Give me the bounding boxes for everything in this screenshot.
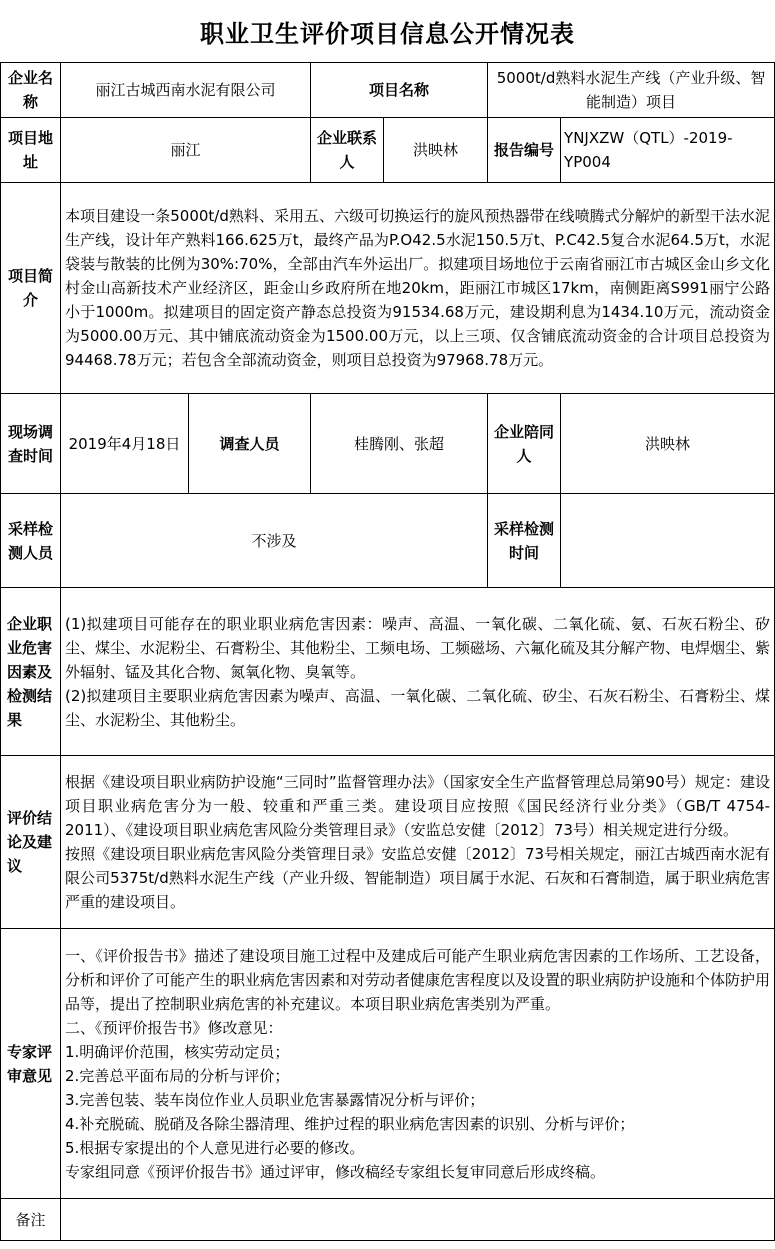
remark-value [61, 1199, 775, 1241]
project-address-value: 丽江 [61, 118, 311, 183]
review-paragraph-1: 一、《评价报告书》描述了建设项目施工过程中及建成后可能产生职业病危害因素的工作场所、工艺设备，分析和评价了可能产生的职业病危害因素和对劳动者健康危害程度以及设置的职业病防护设施和个体防护用品等，提出了控制职业病危害的补充建议。本项目职业病危害类别为严重。 [65, 946, 771, 1013]
conclusion-label: 评价结论及建议 [1, 756, 61, 929]
project-intro-label: 项目简介 [1, 183, 61, 394]
review-item-2: 2.完善总平面布局的分析与评价； [65, 1066, 290, 1085]
row-address [1, 118, 775, 183]
project-address-label: 项目地址 [1, 118, 61, 183]
sampling-time-value [561, 494, 775, 588]
project-name-value: 5000t/d熟料水泥生产线（产业升级、智能制造）项目 [488, 63, 775, 118]
conclusion-paragraph-1: 根据《建设项目职业病防护设施“三同时”监督管理办法》（国家安全生产监督管理总局第90号）规定：建设项目职业病危害分为一般、较重和严重三类。建设项目应按照《国民经济行业分类》（GB/T 4754-2011）、《建设项目职业病危害风险分类管理目录》（安监总安健〔2012〕73号）相关规定进行分级。 [65, 773, 771, 839]
review-item-4: 4.补充脱硫、脱硝及各除尘器清理、维护过程的职业病危害因素的识别、分析与评价； [65, 1114, 635, 1133]
review-paragraph-3: 专家组同意《预评价报告书》通过评审，修改稿经专家组长复审同意后形成终稿。 [65, 1162, 606, 1181]
report-number-label: 报告编号 [488, 118, 561, 183]
survey-time-value: 2019年4月18日 [61, 394, 189, 494]
review-item-5: 5.根据专家提出的个人意见进行必要的修改。 [65, 1138, 365, 1157]
survey-staff-value: 桂腾刚、张超 [311, 394, 488, 494]
survey-time-label: 现场调查时间 [1, 394, 61, 494]
page-title: 职业卫生评价项目信息公开情况表 [200, 19, 575, 48]
row-hazards [1, 588, 775, 756]
sampling-time-label: 采样检测时间 [488, 494, 561, 588]
accompany-person-label: 企业陪同人 [488, 394, 561, 494]
survey-staff-label: 调查人员 [189, 394, 311, 494]
review-paragraph-2: 二、《预评价报告书》修改意见： [65, 1018, 283, 1037]
accompany-person-value: 洪映林 [561, 394, 775, 494]
hazards-paragraph-2: (2)拟建项目主要职业病危害因素为噪声、高温、一氧化碳、二氧化硫、矽尘、石灰石粉尘、石膏粉尘、煤尘、水泥粉尘、其他粉尘。 [65, 686, 771, 729]
row-intro [1, 183, 775, 394]
company-name-value: 丽江古城西南水泥有限公司 [61, 63, 311, 118]
contact-person-label: 企业联系人 [311, 118, 384, 183]
contact-person-value: 洪映林 [384, 118, 488, 183]
sampling-staff-label: 采样检测人员 [1, 494, 61, 588]
review-content [61, 929, 775, 1199]
remark-label: 备注 [1, 1199, 61, 1241]
review-item-3: 3.完善包装、装车岗位作业人员职业危害暴露情况分析与评价； [65, 1090, 485, 1109]
company-name-label: 企业名称 [1, 63, 61, 118]
hazards-content [61, 588, 775, 756]
row-sampling [1, 494, 775, 588]
conclusion-content [61, 756, 775, 929]
hazards-label: 企业职业危害因素及检测结果 [1, 588, 61, 756]
row-survey [1, 394, 775, 494]
row-conclusion [1, 756, 775, 929]
review-label: 专家评审意见 [1, 929, 61, 1199]
report-number-value: YNJXZW（QTL）-2019-YP004 [561, 118, 775, 183]
conclusion-paragraph-2: 按照《建设项目职业病危害风险分类管理目录》安监总安健〔2012〕73号相关规定，丽江古城西南水泥有限公司5375t/d熟料水泥生产线（产业升级、智能制造）项目属于水泥、石灰和石膏制造，属于职业病危害严重的建设项目。 [65, 845, 771, 911]
project-name-label: 项目名称 [311, 63, 488, 118]
sampling-staff-value: 不涉及 [61, 494, 488, 588]
info-table [0, 62, 775, 1241]
row-company [1, 63, 775, 118]
hazards-paragraph-1: (1)拟建项目可能存在的职业职业病危害因素：噪声、高温、一氧化碳、二氧化硫、氨、石灰石粉尘、矽尘、煤尘、水泥粉尘、石膏粉尘、其他粉尘、工频电场、工频磁场、六氟化硫及其分解产物、电焊烟尘、紫外辐射、锰及其化合物、氮氧化物、臭氧等。 [65, 614, 771, 681]
row-remark [1, 1199, 775, 1241]
review-item-1: 1.明确评价范围，核实劳动定员； [65, 1042, 290, 1061]
project-intro-text: 本项目建设一条5000t/d熟料、采用五、六级可切换运行的旋风预热器带在线喷腾式分解炉的新型干法水泥生产线，设计年产熟料166.625万t，最终产品为P.O42.5水泥150.5万t、P.C42.5复合水泥64.5万t，水泥袋装与散装的比例为30%:70%，全部由汽车外运出厂。拟建项目场地位于云南省丽江市古城区金山乡文化村金山高新技术产业经济区，距金山乡政府所在地20km，距丽江市城区17km，南侧距离S991丽宁公路小于1000m。拟建项目的固定资产静态总投资为91534.68万元，建设期利息为1434.10万元，流动资金为5000.00万元、其中铺底流动资金为1500.00万元，以上三项、仅含铺底流动资金的合计项目总投资为94468.78万元；若包含全部流动资金，则项目总投资为97968.78万元。 [61, 183, 775, 394]
row-review [1, 929, 775, 1199]
